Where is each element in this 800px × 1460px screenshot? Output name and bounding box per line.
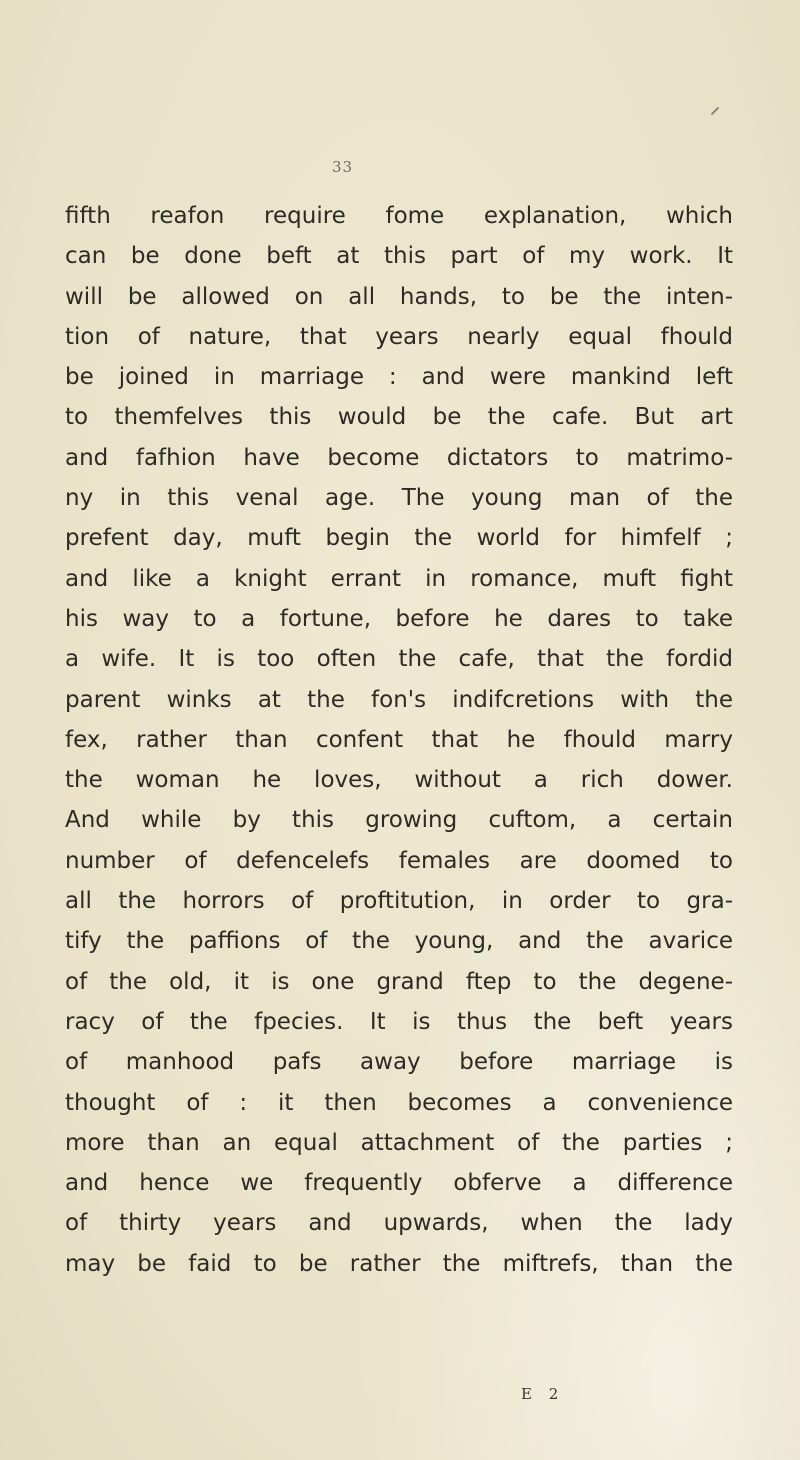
text-line: of manhood pafs away before marriage is (65, 1049, 733, 1076)
text-line: racy of the fpecies. It is thus the beft years (65, 1008, 733, 1035)
text-line: tify the paffions of the young, and the avarice (65, 928, 733, 955)
text-line: of the old, it is one grand ftep to the degene- (65, 968, 733, 995)
text-line: may be faid to be rather the miftrefs, than the (65, 1250, 733, 1277)
text-line: be joined in marriage : and were mankind left (65, 364, 733, 391)
text-line: can be done beft at this part of my work. It (65, 243, 733, 270)
text-line: and fafhion have become dictators to matrimo- (65, 444, 733, 471)
text-line: fex, rather than confent that he fhould marry (65, 726, 733, 753)
text-line: thought of : it then becomes a convenience (65, 1089, 733, 1116)
text-line: tion of nature, that years nearly equal fhould (65, 323, 733, 350)
body-text (65, 196, 733, 1284)
text-line: the woman he loves, without a rich dower. (65, 767, 733, 794)
text-line: more than an equal attachment of the parties ; (65, 1129, 733, 1156)
text-line: his way to a fortune, before he dares to take (65, 605, 733, 632)
text-line: will be allowed on all hands, to be the inten- (65, 283, 733, 310)
text-line: And while by this growing cuftom, a certain (65, 807, 733, 834)
pencil-mark (711, 107, 719, 115)
text-line: to themfelves this would be the cafe. But art (65, 404, 733, 431)
text-line: and like a knight errant in romance, muft fight (65, 565, 733, 592)
text-line: prefent day, muft begin the world for himfelf ; (65, 525, 733, 552)
signature-mark: E 2 (521, 1385, 565, 1403)
text-line: all the horrors of proftitution, in order to gra- (65, 888, 733, 915)
text-line: and hence we frequently obferve a difference (65, 1170, 733, 1197)
text-line: a wife. It is too often the cafe, that the fordid (65, 646, 733, 673)
text-line: ny in this venal age. The young man of the (65, 485, 733, 512)
text-line: number of defencelefs females are doomed to (65, 847, 733, 874)
text-line: of thirty years and upwards, when the lady (65, 1210, 733, 1237)
text-line: fifth reafon require fome explanation, which (65, 203, 733, 229)
text-line: parent winks at the fon's indifcretions with the (65, 686, 733, 713)
page-number: 33 (332, 158, 354, 176)
